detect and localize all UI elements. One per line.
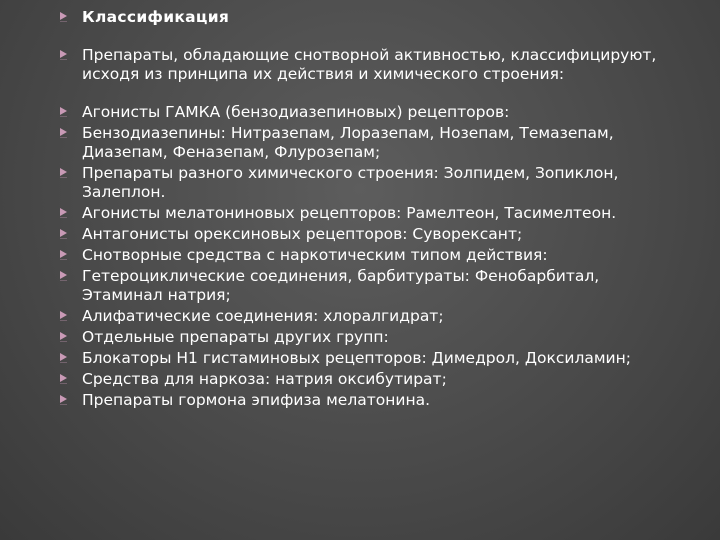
- triangle-bullet-icon: [60, 311, 67, 319]
- triangle-bullet-icon: [60, 128, 67, 136]
- item-text: Антагонисты орексиновых рецепторов: Суворексант;: [82, 225, 523, 243]
- triangle-bullet-icon: [60, 50, 67, 58]
- list-item: [60, 307, 672, 326]
- triangle-bullet-icon: [60, 271, 67, 279]
- triangle-bullet-icon: [60, 332, 67, 340]
- list-item: [60, 225, 672, 244]
- triangle-bullet-icon: [60, 229, 67, 237]
- triangle-bullet-icon: [60, 168, 67, 176]
- item-text: Блокаторы Н1 гистаминовых рецепторов: Димедрол, Доксиламин;: [82, 349, 631, 367]
- list-item: [60, 349, 672, 368]
- list-item: [60, 246, 672, 265]
- triangle-bullet-icon: [60, 250, 67, 258]
- list-item: [60, 103, 672, 122]
- triangle-bullet-icon: [60, 12, 67, 20]
- triangle-bullet-icon: [60, 208, 67, 216]
- heading-text: Классификация: [82, 8, 230, 26]
- item-text: Агонисты ГАМКА (бензодиазепиновых) рецепторов:: [82, 103, 510, 121]
- list-item: [60, 370, 672, 389]
- item-text: Снотворные средства с наркотическим типом действия:: [82, 246, 548, 264]
- intro-text: Препараты, обладающие снотворной активностью, классифицируют, исходя из принципа их действия и химического строения:: [82, 46, 657, 83]
- item-text: Средства для наркоза: натрия оксибутират;: [82, 370, 447, 388]
- list-item: [60, 124, 672, 162]
- item-text: Агонисты мелатониновых рецепторов: Рамелтеон, Тасимелтеон.: [82, 204, 617, 222]
- item-text: Препараты разного химического строения: Золпидем, Зопиклон, Залеплон.: [82, 164, 619, 201]
- item-text: Отдельные препараты других групп:: [82, 328, 389, 346]
- triangle-bullet-icon: [60, 374, 67, 382]
- item-text: Препараты гормона эпифиза мелатонина.: [82, 391, 431, 409]
- list-item: [60, 267, 672, 305]
- triangle-bullet-icon: [60, 395, 67, 403]
- triangle-bullet-icon: [60, 107, 67, 115]
- list-item: [60, 328, 672, 347]
- triangle-bullet-icon: [60, 353, 67, 361]
- bullet-list: [60, 8, 672, 410]
- list-item-heading: [60, 8, 672, 27]
- list-item-intro: [60, 46, 672, 84]
- list-item: [60, 391, 672, 410]
- list-item: [60, 204, 672, 223]
- item-text: Бензодиазепины: Нитразепам, Лоразепам, Нозепам, Темазепам, Диазепам, Феназепам, Флурозепам;: [82, 124, 614, 161]
- item-text: Алифатические соединения: хлоралгидрат;: [82, 307, 444, 325]
- list-item: [60, 164, 672, 202]
- item-text: Гетероциклические соединения, барбитураты: Фенобарбитал, Этаминал натрия;: [82, 267, 600, 304]
